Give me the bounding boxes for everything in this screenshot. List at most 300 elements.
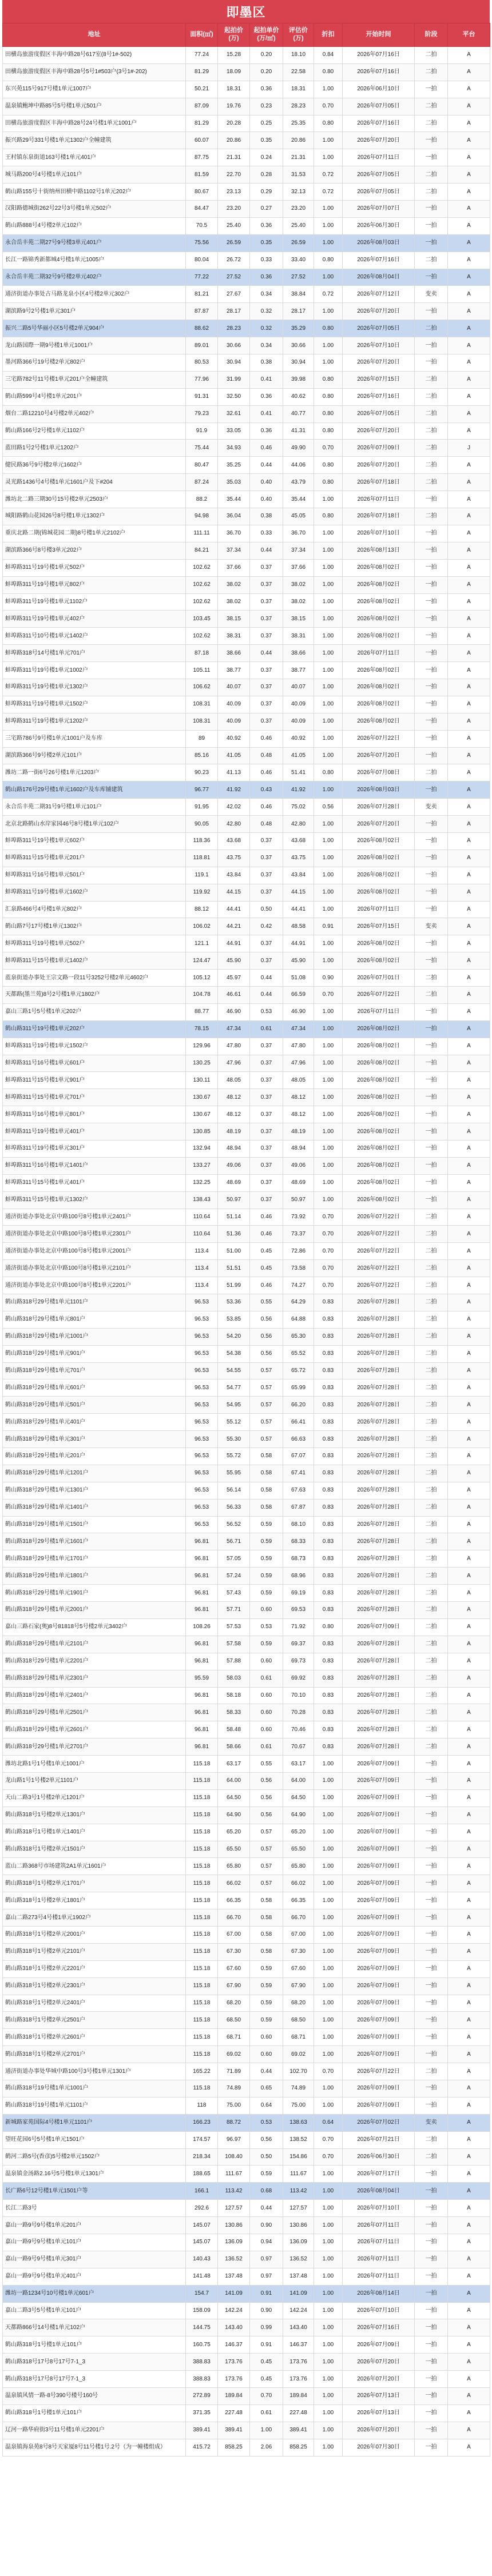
cell-unit-price: 0.57 xyxy=(250,1875,283,1892)
table-row[interactable] xyxy=(3,98,490,115)
cell-start-time: 2026年08月02日 xyxy=(343,867,415,884)
cell-area: 80.04 xyxy=(186,252,218,269)
table-row[interactable] xyxy=(3,303,490,320)
cell-start-price: 22.70 xyxy=(218,166,250,184)
cell-discount: 1.00 xyxy=(314,132,343,149)
cell-discount: 1.00 xyxy=(314,2439,343,2456)
table-row[interactable] xyxy=(3,781,490,799)
table-row[interactable] xyxy=(3,2183,490,2200)
table-row[interactable] xyxy=(3,1772,490,1789)
cell-discount: 1.00 xyxy=(314,2183,343,2200)
cell-area: 133.27 xyxy=(186,1157,218,1174)
table-row[interactable] xyxy=(3,354,490,372)
table-row[interactable] xyxy=(3,1003,490,1020)
cell-area: 102.62 xyxy=(186,593,218,611)
table-row[interactable] xyxy=(3,593,490,611)
table-row[interactable] xyxy=(3,935,490,952)
cell-discount: 1.00 xyxy=(314,2336,343,2354)
table-row[interactable] xyxy=(3,1756,490,1773)
cell-unit-price: 0.46 xyxy=(250,764,283,781)
cell-area: 78.15 xyxy=(186,1020,218,1038)
cell-stage: 一拍 xyxy=(415,696,448,713)
table-row[interactable] xyxy=(3,1550,490,1568)
table-row[interactable] xyxy=(3,2268,490,2285)
table-row[interactable] xyxy=(3,388,490,405)
table-row[interactable] xyxy=(3,234,490,252)
table-row[interactable] xyxy=(3,1858,490,1875)
table-row[interactable] xyxy=(3,1738,490,1756)
cell-start-price: 37.34 xyxy=(218,542,250,559)
table-row[interactable] xyxy=(3,2354,490,2371)
cell-start-price: 51.14 xyxy=(218,1209,250,1226)
cell-discount: 0.84 xyxy=(314,47,343,64)
cell-discount: 0.70 xyxy=(314,440,343,457)
table-row[interactable] xyxy=(3,1379,490,1397)
table-row[interactable] xyxy=(3,696,490,713)
table-row[interactable] xyxy=(3,1038,490,1055)
cell-discount: 1.00 xyxy=(314,1038,343,1055)
table-row[interactable] xyxy=(3,2029,490,2046)
table-row[interactable] xyxy=(3,2046,490,2063)
table-row[interactable] xyxy=(3,1482,490,1499)
cell-start-time: 2026年07月22日 xyxy=(343,1260,415,1277)
table-row[interactable] xyxy=(3,405,490,422)
table-row[interactable] xyxy=(3,1277,490,1294)
cell-area: 415.72 xyxy=(186,2439,218,2456)
cell-discount: 0.83 xyxy=(314,1687,343,1704)
cell-address: 蚌埠路311号19号楼1单元301户 xyxy=(3,1141,186,1158)
table-row[interactable] xyxy=(3,1602,490,1619)
cell-discount: 1.00 xyxy=(314,2371,343,2388)
table-body xyxy=(3,47,490,2457)
table-row[interactable] xyxy=(3,184,490,201)
table-row[interactable] xyxy=(3,1106,490,1123)
cell-start-price: 40.07 xyxy=(218,679,250,696)
cell-start-time: 2026年07月11日 xyxy=(343,645,415,662)
cell-stage: 一拍 xyxy=(415,525,448,542)
cell-eval-price: 46.90 xyxy=(283,1003,314,1020)
table-row[interactable] xyxy=(3,1995,490,2012)
cell-area: 79.23 xyxy=(186,405,218,422)
table-row[interactable] xyxy=(3,1089,490,1106)
cell-address: 鹤山路318号17号8号17号7-1_3 xyxy=(3,2371,186,2388)
table-row[interactable] xyxy=(3,2422,490,2439)
cell-stage: 二拍 xyxy=(415,1738,448,1756)
table-row[interactable] xyxy=(3,2336,490,2354)
cell-eval-price: 28.23 xyxy=(283,98,314,115)
cell-eval-price: 858.25 xyxy=(283,2439,314,2456)
cell-start-time: 2026年07月28日 xyxy=(343,1499,415,1516)
table-row[interactable] xyxy=(3,747,490,764)
cell-eval-price: 36.70 xyxy=(283,525,314,542)
cell-area: 129.96 xyxy=(186,1038,218,1055)
cell-platform: A xyxy=(448,2285,490,2302)
cell-start-time: 2026年07月28日 xyxy=(343,1379,415,1397)
table-row[interactable] xyxy=(3,2114,490,2131)
table-row[interactable] xyxy=(3,1362,490,1379)
cell-area: 132.25 xyxy=(186,1174,218,1191)
table-row[interactable] xyxy=(3,1636,490,1653)
cell-start-price: 35.25 xyxy=(218,457,250,474)
table-row[interactable] xyxy=(3,1465,490,1482)
table-row[interactable] xyxy=(3,1243,490,1260)
table-row[interactable] xyxy=(3,2234,490,2251)
table-row[interactable] xyxy=(3,1841,490,1858)
cell-unit-price: 0.48 xyxy=(250,816,283,833)
cell-start-time: 2026年08月02日 xyxy=(343,1072,415,1089)
cell-discount: 1.00 xyxy=(314,2404,343,2422)
table-row[interactable] xyxy=(3,166,490,184)
cell-address: 鹤山路599号4号楼1单元201户 xyxy=(3,388,186,405)
table-row[interactable] xyxy=(3,1294,490,1311)
table-row[interactable] xyxy=(3,2166,490,2183)
table-row[interactable] xyxy=(3,2404,490,2422)
cell-platform: A xyxy=(448,1772,490,1789)
table-row[interactable] xyxy=(3,867,490,884)
cell-start-time: 2026年08月02日 xyxy=(343,1089,415,1106)
cell-start-time: 2026年07月18日 xyxy=(343,474,415,491)
table-row[interactable] xyxy=(3,2217,490,2234)
cell-address: 蚌埠路311号15号楼1单元1402户 xyxy=(3,952,186,970)
table-row[interactable] xyxy=(3,1431,490,1448)
table-row[interactable] xyxy=(3,1174,490,1191)
table-row[interactable] xyxy=(3,764,490,781)
table-row[interactable] xyxy=(3,1585,490,1602)
table-row[interactable] xyxy=(3,2302,490,2319)
cell-unit-price: 0.35 xyxy=(250,132,283,149)
cell-platform: A xyxy=(448,217,490,234)
cell-eval-price: 69.92 xyxy=(283,1670,314,1687)
table-row[interactable] xyxy=(3,542,490,559)
table-row[interactable] xyxy=(3,1653,490,1670)
table-row[interactable] xyxy=(3,918,490,935)
cell-stage: 二拍 xyxy=(415,1653,448,1670)
table-row[interactable] xyxy=(3,1618,490,1636)
cell-start-price: 69.02 xyxy=(218,2046,250,2063)
cell-discount: 0.80 xyxy=(314,422,343,440)
cell-address: 鹤山路318号29号楼1单元2301户 xyxy=(3,1670,186,1687)
cell-start-price: 53.85 xyxy=(218,1311,250,1328)
cell-start-price: 48.94 xyxy=(218,1141,250,1158)
table-row[interactable] xyxy=(3,1516,490,1533)
table-row[interactable] xyxy=(3,2388,490,2405)
cell-start-time: 2026年08月02日 xyxy=(343,593,415,611)
cell-address: 温泉镇鲍坤中路85号5号楼1单元501户 xyxy=(3,98,186,115)
cell-start-price: 38.02 xyxy=(218,593,250,611)
cell-discount: 1.00 xyxy=(314,593,343,611)
cell-discount: 1.00 xyxy=(314,1772,343,1789)
cell-address: 鹤山路318号29号楼1单元401户 xyxy=(3,1414,186,1431)
cell-stage: 一拍 xyxy=(415,1191,448,1209)
cell-start-time: 2026年07月05日 xyxy=(343,98,415,115)
cell-discount: 1.00 xyxy=(314,935,343,952)
table-row[interactable] xyxy=(3,730,490,747)
cell-platform: A xyxy=(448,115,490,132)
table-row[interactable] xyxy=(3,1397,490,1414)
cell-stage: 二拍 xyxy=(415,1243,448,1260)
table-row[interactable] xyxy=(3,132,490,149)
table-row[interactable] xyxy=(3,645,490,662)
table-row[interactable] xyxy=(3,1824,490,1841)
table-row[interactable] xyxy=(3,422,490,440)
table-row[interactable] xyxy=(3,1977,490,1995)
cell-eval-price: 69.37 xyxy=(283,1636,314,1653)
cell-platform: A xyxy=(448,1482,490,1499)
cell-discount: 1.00 xyxy=(314,679,343,696)
table-row[interactable] xyxy=(3,1670,490,1687)
cell-address: 蚌埠路311号16号楼1单元501户 xyxy=(3,867,186,884)
cell-unit-price: 0.37 xyxy=(250,1157,283,1174)
cell-discount: 0.70 xyxy=(314,98,343,115)
cell-area: 115.18 xyxy=(186,1995,218,2012)
table-row[interactable] xyxy=(3,457,490,474)
cell-platform: A xyxy=(448,1362,490,1379)
table-row[interactable] xyxy=(3,1926,490,1943)
cell-discount: 0.83 xyxy=(314,1499,343,1516)
cell-start-time: 2026年07月28日 xyxy=(343,1585,415,1602)
table-row[interactable] xyxy=(3,986,490,1003)
table-row[interactable] xyxy=(3,1311,490,1328)
table-row[interactable] xyxy=(3,1960,490,1977)
table-row[interactable] xyxy=(3,1704,490,1721)
cell-eval-price: 67.63 xyxy=(283,1482,314,1499)
cell-unit-price: 0.59 xyxy=(250,1636,283,1653)
table-row[interactable] xyxy=(3,713,490,730)
table-row[interactable] xyxy=(3,1345,490,1362)
cell-address: 田横岛旅游度假区丰海中路28号5号1#503户(3号1#-202) xyxy=(3,63,186,81)
table-row[interactable] xyxy=(3,286,490,303)
cell-area: 115.18 xyxy=(186,1807,218,1824)
cell-start-price: 41.13 xyxy=(218,764,250,781)
table-row[interactable] xyxy=(3,337,490,354)
cell-address: 蓝田路1号2号楼1单元1202户 xyxy=(3,440,186,457)
cell-stage: 一拍 xyxy=(415,1157,448,1174)
table-row[interactable] xyxy=(3,799,490,816)
cell-start-time: 2026年07月28日 xyxy=(343,1550,415,1568)
cell-unit-price: 0.36 xyxy=(250,81,283,98)
cell-stage: 一拍 xyxy=(415,1892,448,1909)
table-row[interactable] xyxy=(3,2319,490,2336)
cell-eval-price: 38.31 xyxy=(283,628,314,645)
cell-platform: A xyxy=(448,1003,490,1020)
cell-address: 鹤山路311号19号楼1单元202户 xyxy=(3,1020,186,1038)
cell-platform: A xyxy=(448,2234,490,2251)
cell-area: 130.85 xyxy=(186,1123,218,1141)
cell-discount: 0.83 xyxy=(314,1653,343,1670)
table-row[interactable] xyxy=(3,970,490,987)
table-row[interactable] xyxy=(3,1191,490,1209)
cell-discount: 0.80 xyxy=(314,320,343,337)
table-row[interactable] xyxy=(3,1533,490,1550)
table-row[interactable] xyxy=(3,576,490,593)
table-row[interactable] xyxy=(3,1789,490,1807)
table-row[interactable] xyxy=(3,1123,490,1141)
table-row[interactable] xyxy=(3,63,490,81)
cell-eval-price: 48.58 xyxy=(283,918,314,935)
table-row[interactable] xyxy=(3,2012,490,2029)
table-row[interactable] xyxy=(3,252,490,269)
cell-address: 嘉山一路9号9号楼1单元201户 xyxy=(3,2217,186,2234)
cell-eval-price: 44.41 xyxy=(283,901,314,918)
table-row[interactable] xyxy=(3,2080,490,2097)
table-row[interactable] xyxy=(3,628,490,645)
table-row[interactable] xyxy=(3,1892,490,1909)
table-row[interactable] xyxy=(3,47,490,64)
table-row[interactable] xyxy=(3,1141,490,1158)
table-row[interactable] xyxy=(3,2148,490,2166)
column-header-eval-price: 评估价(万) xyxy=(283,23,314,47)
cell-unit-price: 0.44 xyxy=(250,457,283,474)
table-row[interactable] xyxy=(3,1909,490,1927)
cell-platform: A xyxy=(448,354,490,372)
table-row[interactable] xyxy=(3,884,490,901)
table-row[interactable] xyxy=(3,1448,490,1465)
table-row[interactable] xyxy=(3,508,490,525)
table-row[interactable] xyxy=(3,440,490,457)
cell-stage: 一拍 xyxy=(415,234,448,252)
table-row[interactable] xyxy=(3,474,490,491)
table-row[interactable] xyxy=(3,201,490,218)
cell-stage: 一拍 xyxy=(415,2354,448,2371)
cell-unit-price: 0.59 xyxy=(250,2166,283,2183)
cell-eval-price: 66.20 xyxy=(283,1397,314,1414)
cell-start-price: 21.31 xyxy=(218,149,250,166)
cell-start-time: 2026年07月28日 xyxy=(343,1738,415,1756)
table-row[interactable] xyxy=(3,901,490,918)
table-row[interactable] xyxy=(3,491,490,508)
cell-platform: A xyxy=(448,2114,490,2131)
table-row[interactable] xyxy=(3,1226,490,1243)
table-row[interactable] xyxy=(3,217,490,234)
table-row[interactable] xyxy=(3,832,490,850)
cell-start-time: 2026年08月02日 xyxy=(343,713,415,730)
table-row[interactable] xyxy=(3,2251,490,2268)
table-row[interactable] xyxy=(3,2063,490,2080)
table-row[interactable] xyxy=(3,1943,490,1960)
cell-discount: 1.00 xyxy=(314,1106,343,1123)
cell-address: 鹤山路318号1号楼2单元2101户 xyxy=(3,1943,186,1960)
table-row[interactable] xyxy=(3,1328,490,1345)
table-row[interactable] xyxy=(3,2131,490,2148)
table-row[interactable] xyxy=(3,525,490,542)
table-row[interactable] xyxy=(3,1072,490,1089)
cell-stage: 二拍 xyxy=(415,457,448,474)
cell-area: 145.07 xyxy=(186,2217,218,2234)
cell-unit-price: 0.37 xyxy=(250,850,283,867)
table-row[interactable] xyxy=(3,320,490,337)
cell-start-time: 2026年07月05日 xyxy=(343,320,415,337)
table-row[interactable] xyxy=(3,2285,490,2302)
cell-discount: 1.00 xyxy=(314,303,343,320)
cell-eval-price: 130.86 xyxy=(283,2217,314,2234)
table-row[interactable] xyxy=(3,1414,490,1431)
cell-start-time: 2026年07月28日 xyxy=(343,1636,415,1653)
cell-start-time: 2026年07月11日 xyxy=(343,2251,415,2268)
table-row[interactable] xyxy=(3,269,490,286)
table-row[interactable] xyxy=(3,1260,490,1277)
table-row[interactable] xyxy=(3,2371,490,2388)
table-row[interactable] xyxy=(3,2200,490,2217)
cell-address: 蚌埠路311号15号楼1单元201户 xyxy=(3,850,186,867)
table-row[interactable] xyxy=(3,1807,490,1824)
cell-eval-price: 40.09 xyxy=(283,696,314,713)
cell-eval-price: 31.53 xyxy=(283,166,314,184)
cell-address: 鹤山路318号1号楼2单元2701户 xyxy=(3,2046,186,2063)
cell-area: 96.81 xyxy=(186,1704,218,1721)
cell-area: 106.02 xyxy=(186,918,218,935)
table-row[interactable] xyxy=(3,559,490,576)
table-row[interactable] xyxy=(3,1055,490,1072)
cell-start-time: 2026年07月20日 xyxy=(343,303,415,320)
cell-stage: 一拍 xyxy=(415,2029,448,2046)
cell-start-time: 2026年07月16日 xyxy=(343,388,415,405)
table-row[interactable] xyxy=(3,952,490,970)
cell-eval-price: 70.46 xyxy=(283,1721,314,1738)
table-row[interactable] xyxy=(3,115,490,132)
cell-area: 89 xyxy=(186,730,218,747)
table-row[interactable] xyxy=(3,1721,490,1738)
table-row[interactable] xyxy=(3,662,490,679)
table-row[interactable] xyxy=(3,1157,490,1174)
cell-stage: 二拍 xyxy=(415,1311,448,1328)
table-row[interactable] xyxy=(3,679,490,696)
table-header-row xyxy=(3,23,490,47)
table-row[interactable] xyxy=(3,2097,490,2114)
cell-start-time: 2026年08月02日 xyxy=(343,1157,415,1174)
cell-eval-price: 67.90 xyxy=(283,1977,314,1995)
cell-platform: A xyxy=(448,1704,490,1721)
cell-address: 嘉山二路3号5号楼1单元101户 xyxy=(3,2302,186,2319)
cell-platform: A xyxy=(448,2336,490,2354)
cell-area: 91.9 xyxy=(186,422,218,440)
table-row[interactable] xyxy=(3,611,490,628)
cell-platform: A xyxy=(448,1807,490,1824)
table-row[interactable] xyxy=(3,81,490,98)
table-row[interactable] xyxy=(3,1687,490,1704)
table-row[interactable] xyxy=(3,371,490,388)
cell-start-price: 51.00 xyxy=(218,1243,250,1260)
cell-start-time: 2026年07月09日 xyxy=(343,2080,415,2097)
cell-eval-price: 138.52 xyxy=(283,2131,314,2148)
cell-start-price: 20.28 xyxy=(218,115,250,132)
cell-discount: 0.80 xyxy=(314,764,343,781)
table-row[interactable] xyxy=(3,1875,490,1892)
cell-start-time: 2026年07月08日 xyxy=(343,764,415,781)
cell-area: 115.18 xyxy=(186,2012,218,2029)
cell-stage: 二拍 xyxy=(415,1448,448,1465)
cell-platform: A xyxy=(448,286,490,303)
cell-stage: 二拍 xyxy=(415,1260,448,1277)
table-row[interactable] xyxy=(3,2439,490,2456)
cell-platform: A xyxy=(448,491,490,508)
table-row[interactable] xyxy=(3,149,490,166)
table-row[interactable] xyxy=(3,1568,490,1585)
cell-eval-price: 22.58 xyxy=(283,63,314,81)
cell-unit-price: 0.59 xyxy=(250,1516,283,1533)
table-row[interactable] xyxy=(3,850,490,867)
cell-eval-price: 47.96 xyxy=(283,1055,314,1072)
table-row[interactable] xyxy=(3,1209,490,1226)
table-row[interactable] xyxy=(3,1020,490,1038)
cell-discount: 1.00 xyxy=(314,1841,343,1858)
cell-stage: 一拍 xyxy=(415,884,448,901)
cell-platform: A xyxy=(448,234,490,252)
table-row[interactable] xyxy=(3,816,490,833)
cell-platform: A xyxy=(448,593,490,611)
cell-start-price: 54.77 xyxy=(218,1379,250,1397)
table-row[interactable] xyxy=(3,1499,490,1516)
cell-discount: 0.83 xyxy=(314,1533,343,1550)
